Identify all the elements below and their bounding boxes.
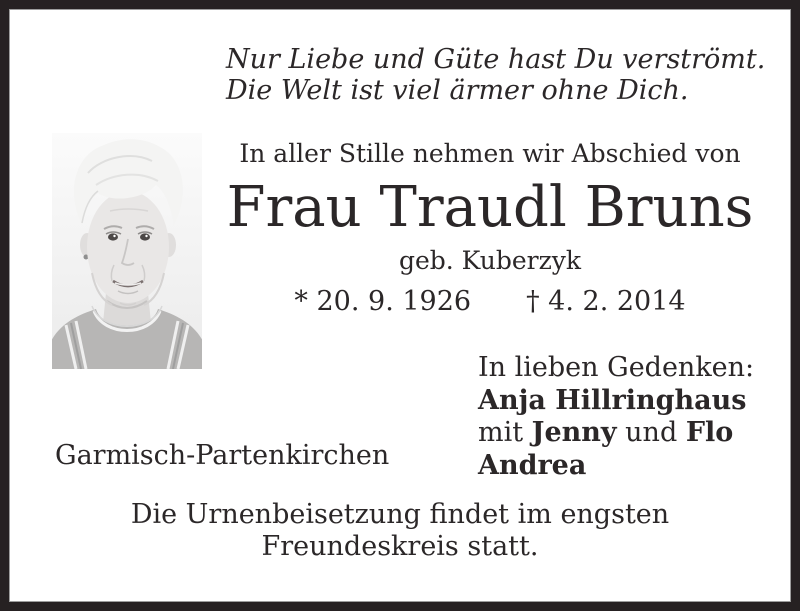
burial-note-line-1: Die Urnenbeisetzung findet im engsten bbox=[130, 499, 670, 530]
death-date: † 4. 2. 2014 bbox=[526, 286, 686, 317]
life-dates bbox=[225, 287, 755, 317]
intro-line: In aller Stille nehmen wir Abschied von bbox=[239, 139, 741, 168]
deceased-name: Frau Traudl Bruns bbox=[226, 175, 754, 240]
burial-note-line-2: Freundeskreis statt. bbox=[261, 531, 539, 562]
birth-date: * 20. 9. 1926 bbox=[294, 286, 472, 317]
mourner-line-2-prefix: mit bbox=[478, 417, 532, 448]
quote-line-2: Die Welt ist viel ärmer ohne Dich. bbox=[226, 75, 689, 106]
portrait-photo bbox=[52, 133, 202, 369]
mourner-line-1: Anja Hillringhaus bbox=[478, 384, 747, 416]
mourners-heading: In lieben Gedenken: bbox=[478, 352, 755, 383]
mourner-line-2 bbox=[478, 417, 754, 450]
maiden-name: geb. Kuberzyk bbox=[398, 246, 582, 275]
announcement-column bbox=[225, 139, 755, 317]
mourner-name-flo: Flo bbox=[685, 417, 734, 448]
mourner-name-jenny: Jenny bbox=[531, 417, 617, 448]
mourner-line-3: Andrea bbox=[478, 449, 587, 481]
mourners-block bbox=[478, 352, 754, 482]
portrait-photo-graphic bbox=[52, 133, 202, 369]
burial-note bbox=[9, 499, 791, 563]
quote-line-1: Nur Liebe und Güte hast Du verströmt. bbox=[226, 44, 766, 75]
mourner-line-2-conjunction: und bbox=[616, 417, 686, 448]
city-line: Garmisch-Partenkirchen bbox=[55, 440, 390, 471]
memorial-quote bbox=[226, 44, 765, 106]
